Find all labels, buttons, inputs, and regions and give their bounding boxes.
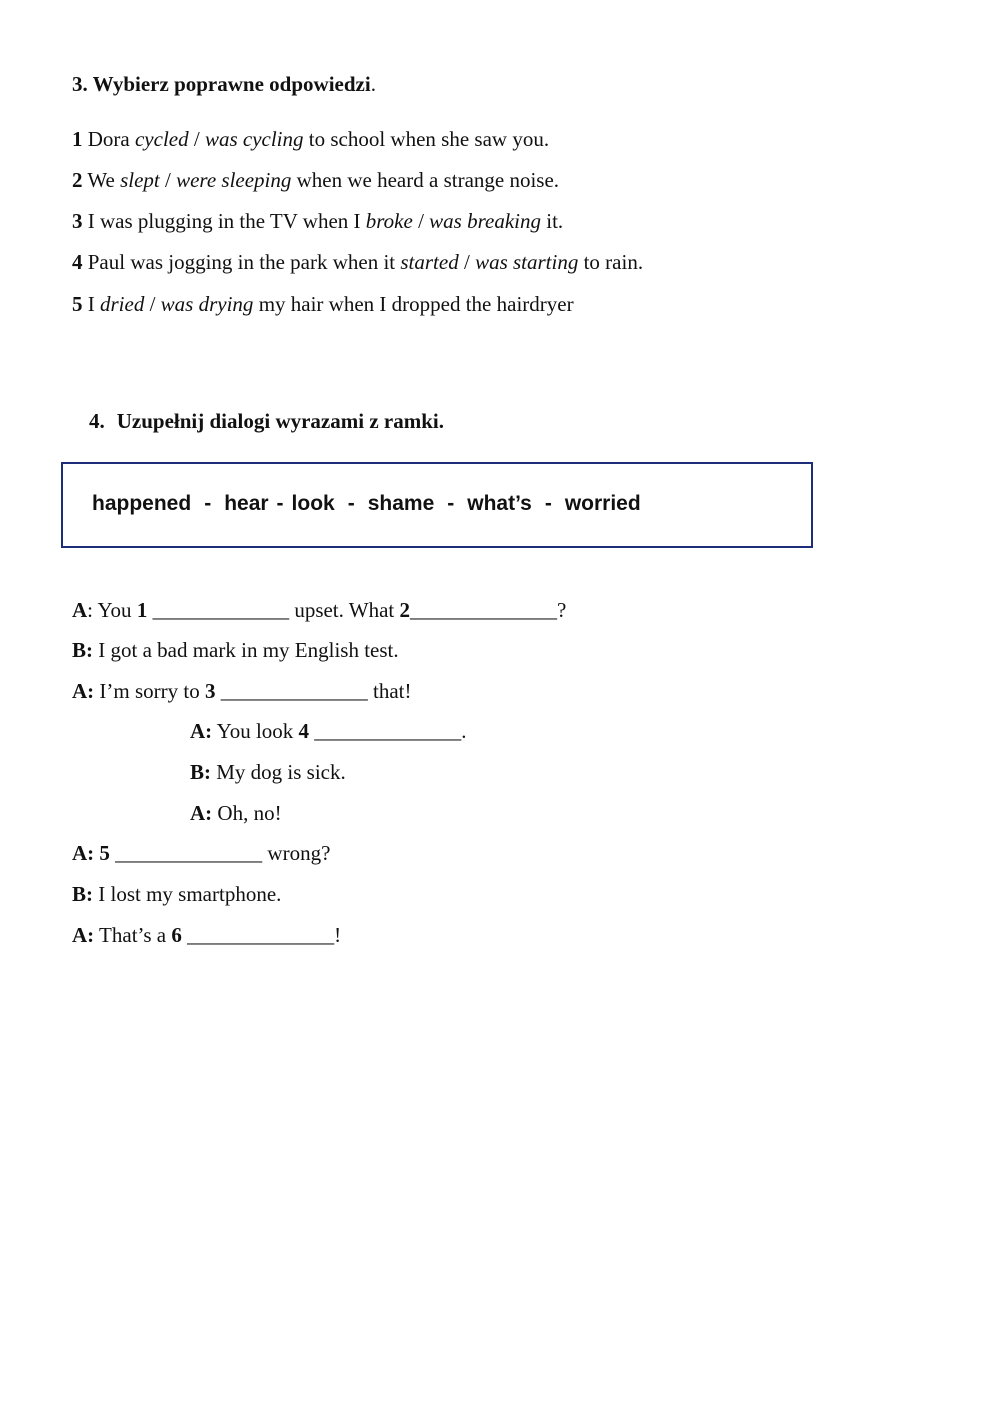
word-shame: shame xyxy=(367,492,435,515)
word-separator: - xyxy=(544,492,552,515)
blank-2[interactable]: ______________ xyxy=(410,598,557,622)
word-worried: worried xyxy=(564,492,641,515)
word-separator: - xyxy=(447,492,455,515)
exercise-3-item-3: 3 I was plugging in the TV when I broke / was breaking it. xyxy=(72,209,564,233)
blank-5[interactable]: ______________ xyxy=(115,841,263,865)
dialogue-line-2: B: I got a bad mark in my English test. xyxy=(72,638,399,662)
dialogue-line-7: A: 5 ______________ wrong? xyxy=(72,841,331,865)
blank-3[interactable]: ______________ xyxy=(220,679,368,703)
dialogue-line-4: A: You look 4 ______________. xyxy=(190,719,467,743)
dialogue-line-5: B: My dog is sick. xyxy=(190,760,346,784)
blank-1[interactable]: _____________ xyxy=(152,598,290,622)
word-list xyxy=(92,491,641,517)
dialogue-line-3: A: I’m sorry to 3 ______________ that! xyxy=(72,679,412,703)
word-separator: - xyxy=(347,492,355,515)
exercise-4-title: 4. Uzupełnij dialogi wyrazami z ramki. xyxy=(89,409,444,433)
dialogue-line-1: A: You 1 _____________ upset. What 2______________? xyxy=(72,598,567,622)
blank-4[interactable]: ______________ xyxy=(314,719,462,743)
word-whats: what’s xyxy=(467,492,532,515)
exercise-3-item-4: 4 Paul was jogging in the park when it started / was starting to rain. xyxy=(72,250,644,274)
dialogue-line-8: B: I lost my smartphone. xyxy=(72,882,282,906)
word-separator: - xyxy=(276,492,284,515)
exercise-3-item-2: 2 We slept / were sleeping when we heard a strange noise. xyxy=(72,168,560,192)
exercise-3-item-1: 1 Dora cycled / was cycling to school when she saw you. xyxy=(72,127,550,151)
dialogue-line-9: A: That’s a 6 ______________! xyxy=(72,923,342,947)
dialogue-line-6: A: Oh, no! xyxy=(190,801,282,825)
exercise-3-title: 3. Wybierz poprawne odpowiedzi. xyxy=(72,72,376,96)
word-separator: - xyxy=(204,492,212,515)
word-happened: happened xyxy=(92,492,192,515)
word-box xyxy=(61,462,813,548)
exercise-3-item-5: 5 I dried / was drying my hair when I dropped the hairdryer xyxy=(72,292,574,316)
word-hear: hear xyxy=(224,492,269,515)
blank-6[interactable]: ______________ xyxy=(187,923,335,947)
word-look: look xyxy=(291,492,335,515)
